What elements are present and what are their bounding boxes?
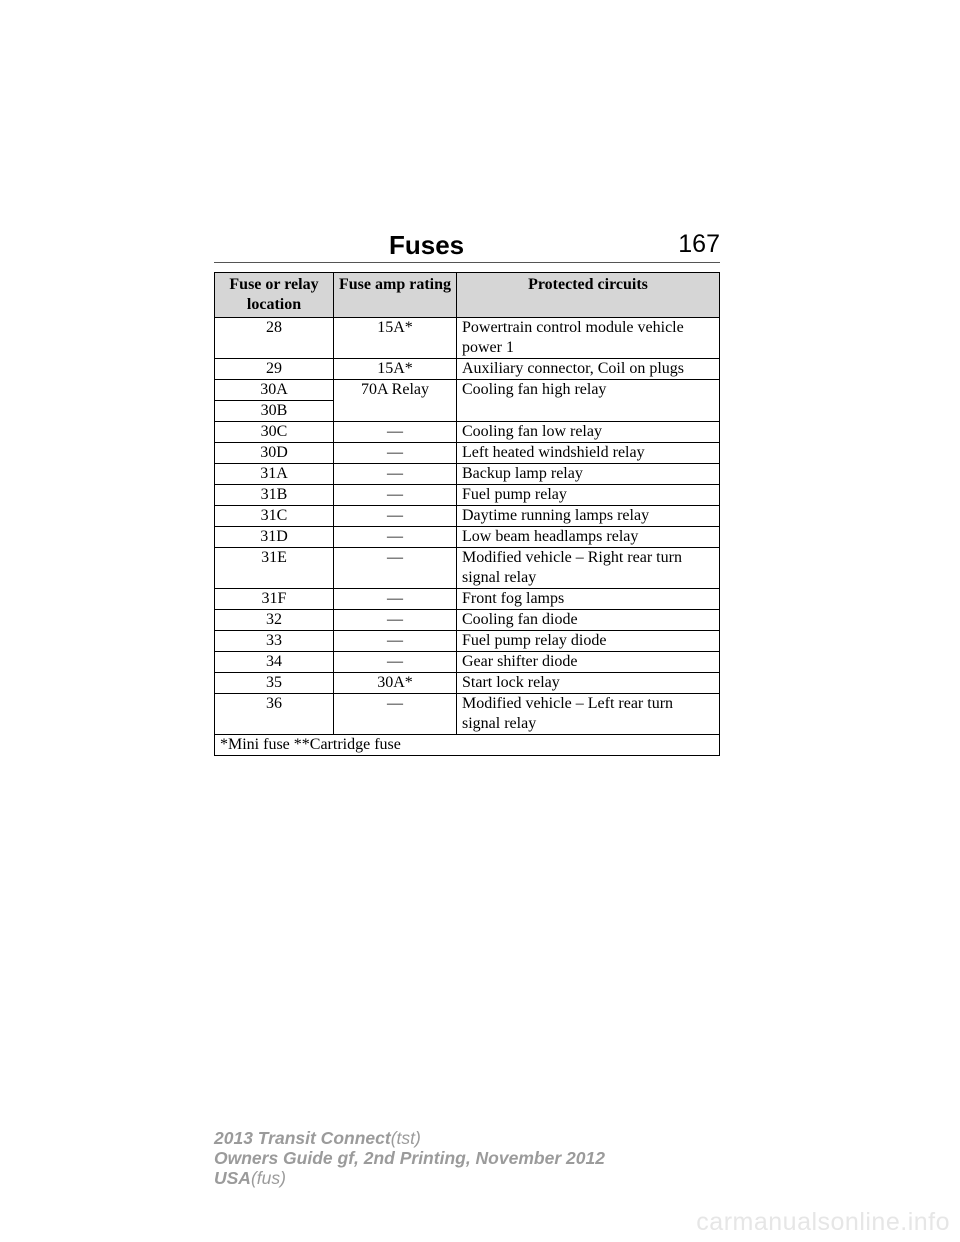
cell-location: 31F xyxy=(215,589,334,610)
page-header xyxy=(214,230,720,263)
footer-model-tag: (tst) xyxy=(390,1128,421,1148)
table-row xyxy=(215,694,720,735)
header-location: Fuse or relay location xyxy=(215,273,334,318)
cell-location: 30B xyxy=(215,401,334,422)
header-amp-rating: Fuse amp rating xyxy=(334,273,457,318)
table-row xyxy=(215,506,720,527)
cell-amp: — xyxy=(334,694,457,735)
cell-amp: 70A Relay xyxy=(334,380,457,422)
cell-amp: — xyxy=(334,652,457,673)
cell-location: 30C xyxy=(215,422,334,443)
cell-amp: — xyxy=(334,506,457,527)
cell-amp: — xyxy=(334,464,457,485)
cell-location: 33 xyxy=(215,631,334,652)
cell-amp: 15A* xyxy=(334,318,457,359)
cell-location: 32 xyxy=(215,610,334,631)
table-footnote: *Mini fuse **Cartridge fuse xyxy=(215,735,720,756)
cell-amp: — xyxy=(334,631,457,652)
fuse-table xyxy=(214,272,720,756)
table-row xyxy=(215,422,720,443)
cell-circuit: Powertrain control module vehicle power 1 xyxy=(457,318,720,359)
cell-circuit: Cooling fan high relay xyxy=(457,380,720,422)
table-row xyxy=(215,548,720,589)
footer-line-1 xyxy=(214,1128,605,1148)
cell-circuit: Daytime running lamps relay xyxy=(457,506,720,527)
cell-location: 30A xyxy=(215,380,334,401)
cell-circuit: Fuel pump relay xyxy=(457,485,720,506)
table-row xyxy=(215,443,720,464)
page-number: 167 xyxy=(678,230,720,258)
cell-amp: — xyxy=(334,443,457,464)
cell-circuit: Left heated windshield relay xyxy=(457,443,720,464)
cell-location: 31B xyxy=(215,485,334,506)
cell-amp: — xyxy=(334,422,457,443)
table-header-row xyxy=(215,273,720,318)
cell-location: 31A xyxy=(215,464,334,485)
cell-circuit: Start lock relay xyxy=(457,673,720,694)
footer-model: 2013 Transit Connect xyxy=(214,1128,391,1148)
footer-line-2 xyxy=(214,1148,605,1168)
table-row xyxy=(215,610,720,631)
section-title: Fuses xyxy=(389,230,465,260)
cell-circuit: Low beam headlamps relay xyxy=(457,527,720,548)
table-row xyxy=(215,464,720,485)
document-footer xyxy=(214,1128,605,1188)
cell-amp: — xyxy=(334,485,457,506)
cell-circuit: Backup lamp relay xyxy=(457,464,720,485)
cell-location: 30D xyxy=(215,443,334,464)
cell-circuit: Modified vehicle – Right rear turn signal relay xyxy=(457,548,720,589)
table-row xyxy=(215,359,720,380)
cell-location: 34 xyxy=(215,652,334,673)
cell-circuit: Cooling fan diode xyxy=(457,610,720,631)
cell-circuit: Fuel pump relay diode xyxy=(457,631,720,652)
cell-amp: — xyxy=(334,548,457,589)
table-row xyxy=(215,318,720,359)
footer-market: USA xyxy=(214,1168,251,1188)
table-row xyxy=(215,652,720,673)
table-footnote-row xyxy=(215,735,720,756)
cell-amp: — xyxy=(334,589,457,610)
cell-amp: 30A* xyxy=(334,673,457,694)
footer-line-3 xyxy=(214,1168,605,1188)
cell-location: 31E xyxy=(215,548,334,589)
table-row xyxy=(215,527,720,548)
cell-location: 36 xyxy=(215,694,334,735)
cell-circuit: Auxiliary connector, Coil on plugs xyxy=(457,359,720,380)
cell-location: 31C xyxy=(215,506,334,527)
cell-circuit: Front fog lamps xyxy=(457,589,720,610)
cell-location: 29 xyxy=(215,359,334,380)
footer-market-tag: (fus) xyxy=(250,1168,286,1188)
table-row xyxy=(215,673,720,694)
table-row xyxy=(215,589,720,610)
cell-location: 28 xyxy=(215,318,334,359)
cell-amp: — xyxy=(334,610,457,631)
cell-amp: 15A* xyxy=(334,359,457,380)
table-row xyxy=(215,631,720,652)
header-protected-circuits: Protected circuits xyxy=(457,273,720,318)
watermark: carmanualsonline.info xyxy=(696,1208,950,1236)
cell-location: 31D xyxy=(215,527,334,548)
cell-circuit: Gear shifter diode xyxy=(457,652,720,673)
cell-circuit: Cooling fan low relay xyxy=(457,422,720,443)
table-row xyxy=(215,380,720,401)
footer-edition: Owners Guide gf, 2nd Printing, November 2012 xyxy=(214,1148,605,1168)
cell-location: 35 xyxy=(215,673,334,694)
table-row xyxy=(215,485,720,506)
cell-circuit: Modified vehicle – Left rear turn signal relay xyxy=(457,694,720,735)
cell-amp: — xyxy=(334,527,457,548)
